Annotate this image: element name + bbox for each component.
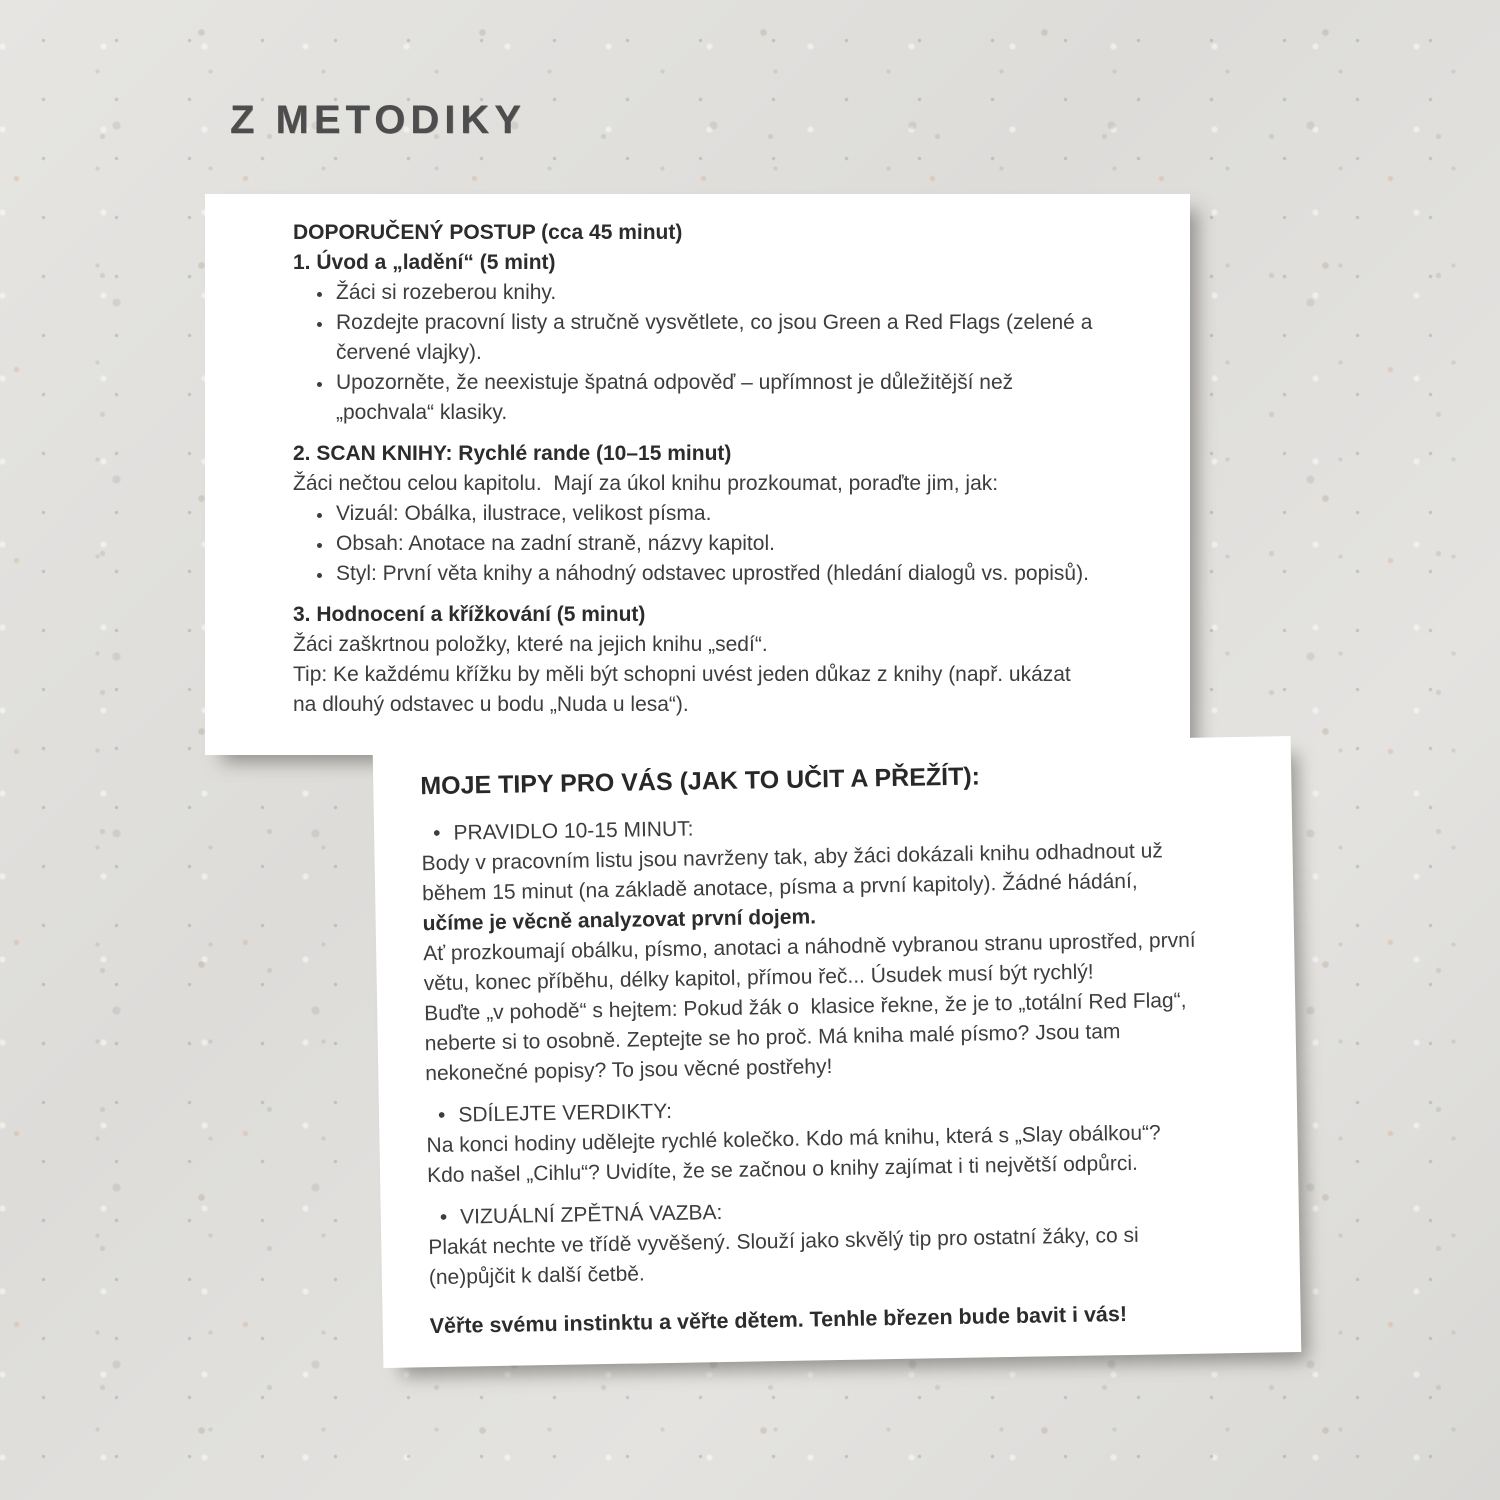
- tips-heading: MOJE TIPY PRO VÁS (JAK TO UČIT A PŘEŽÍT):: [420, 762, 981, 801]
- step3-tip: Tip: Ke každému křížku by měli být schopni uvést jeden důkaz z knihy (např. ukázat na dlouhý odstavec u bodu „Nuda u lesa“).: [293, 663, 1077, 716]
- step1-bullet-list: [293, 278, 1098, 428]
- tip1-paragraph-2: Ať prozkoumají obálku, písmo, anotaci a náhodně vybranou stranu uprostřed, první větu, konec příběhu, délky kapitol, přímou řeč... Úsudek musí být rychlý!: [423, 928, 1202, 996]
- list-item: • Rozdejte pracovní listy a stručně vysvětlete, co jsou Green a Red Flags (zelené a červené vlajky).: [334, 308, 1098, 368]
- tip3-paragraph: Plakát nechte ve třídě vyvěšený. Slouží jako skvělý tip pro ostatní žáky, co si (ne)půjčit k další četbě.: [428, 1223, 1145, 1290]
- list-item: • Vizuál: Obálka, ilustrace, velikost písma.: [334, 499, 1098, 529]
- tip2-paragraph: Na konci hodiny udělejte rychlé kolečko. Kdo má knihu, která s „Slay obálkou“? Kdo našel „Cihlu“? Uvidíte, že se začnou o knihy zajímat i ti největší odpůrci.: [426, 1121, 1167, 1188]
- step1-heading: 1. Úvod a „ladění“ (5 mint): [293, 251, 556, 274]
- step2-intro: Žáci nečtou celou kapitolu. Mají za úkol knihu prozkoumat, poraďte jim, jak:: [293, 472, 999, 495]
- step2-bullet-list: [293, 499, 1098, 589]
- tip1-paragraph-1: [421, 836, 1197, 940]
- tip1-paragraph-3: Buďte „v pohodě“ s hejtem: Pokud žák o klasice řekne, že je to „totální Red Flag“, neberte si to osobně. Zeptejte se ho proč. Má kniha malé písmo? Jsou tam nekonečné popisy? To jsou věcné postřehy!: [424, 988, 1193, 1086]
- methodology-card-procedure: [205, 194, 1190, 755]
- tip3-label: • VIZUÁLNÍ ZPĚTNÁ VAZBA:: [428, 1190, 1203, 1234]
- page-title: Z METODIKY: [230, 98, 526, 142]
- procedure-heading: DOPORUČENÝ POSTUP (cca 45 minut): [293, 221, 683, 244]
- step3-text: Žáci zaškrtnou položky, které na jejich knihu „sedí“.: [293, 633, 768, 656]
- list-item: • Upozorněte, že neexistuje špatná odpověď – upřímnost je důležitější než „pochvala“ klasiky.: [334, 368, 1098, 428]
- step3-heading: 3. Hodnocení a křížkování (5 minut): [293, 603, 646, 626]
- tip1-paragraph-1-bold: učíme je věcně analyzovat první dojem.: [422, 905, 817, 936]
- tip2-label: • SDÍLEJTE VERDIKTY:: [426, 1088, 1201, 1132]
- step2-heading: 2. SCAN KNIHY: Rychlé rande (10–15 minut): [293, 442, 732, 465]
- spacer: [293, 428, 1098, 439]
- closing-statement: Věřte svému instinktu a věřte dětem. Tenhle březen bude bavit i vás!: [429, 1301, 1128, 1339]
- spacer: [293, 589, 1098, 600]
- tip1-paragraph-1-normal: Body v pracovním listu jsou navrženy tak, aby žáci dokázali knihu odhadnout už během 15 minut (na základě anotace, písma a první kapitoly). Žádné hádání,: [421, 839, 1169, 906]
- list-item: • Styl: První věta knihy a náhodný odstavec uprostřed (hledání dialogů vs. popisů).: [334, 559, 1098, 589]
- list-item: • Žáci si rozeberou knihy.: [334, 278, 1098, 308]
- list-item: • Obsah: Anotace na zadní straně, názvy kapitol.: [334, 529, 1098, 559]
- methodology-card-tips: [373, 736, 1302, 1368]
- tip1-label: • PRAVIDLO 10-15 MINUT:: [421, 806, 1196, 850]
